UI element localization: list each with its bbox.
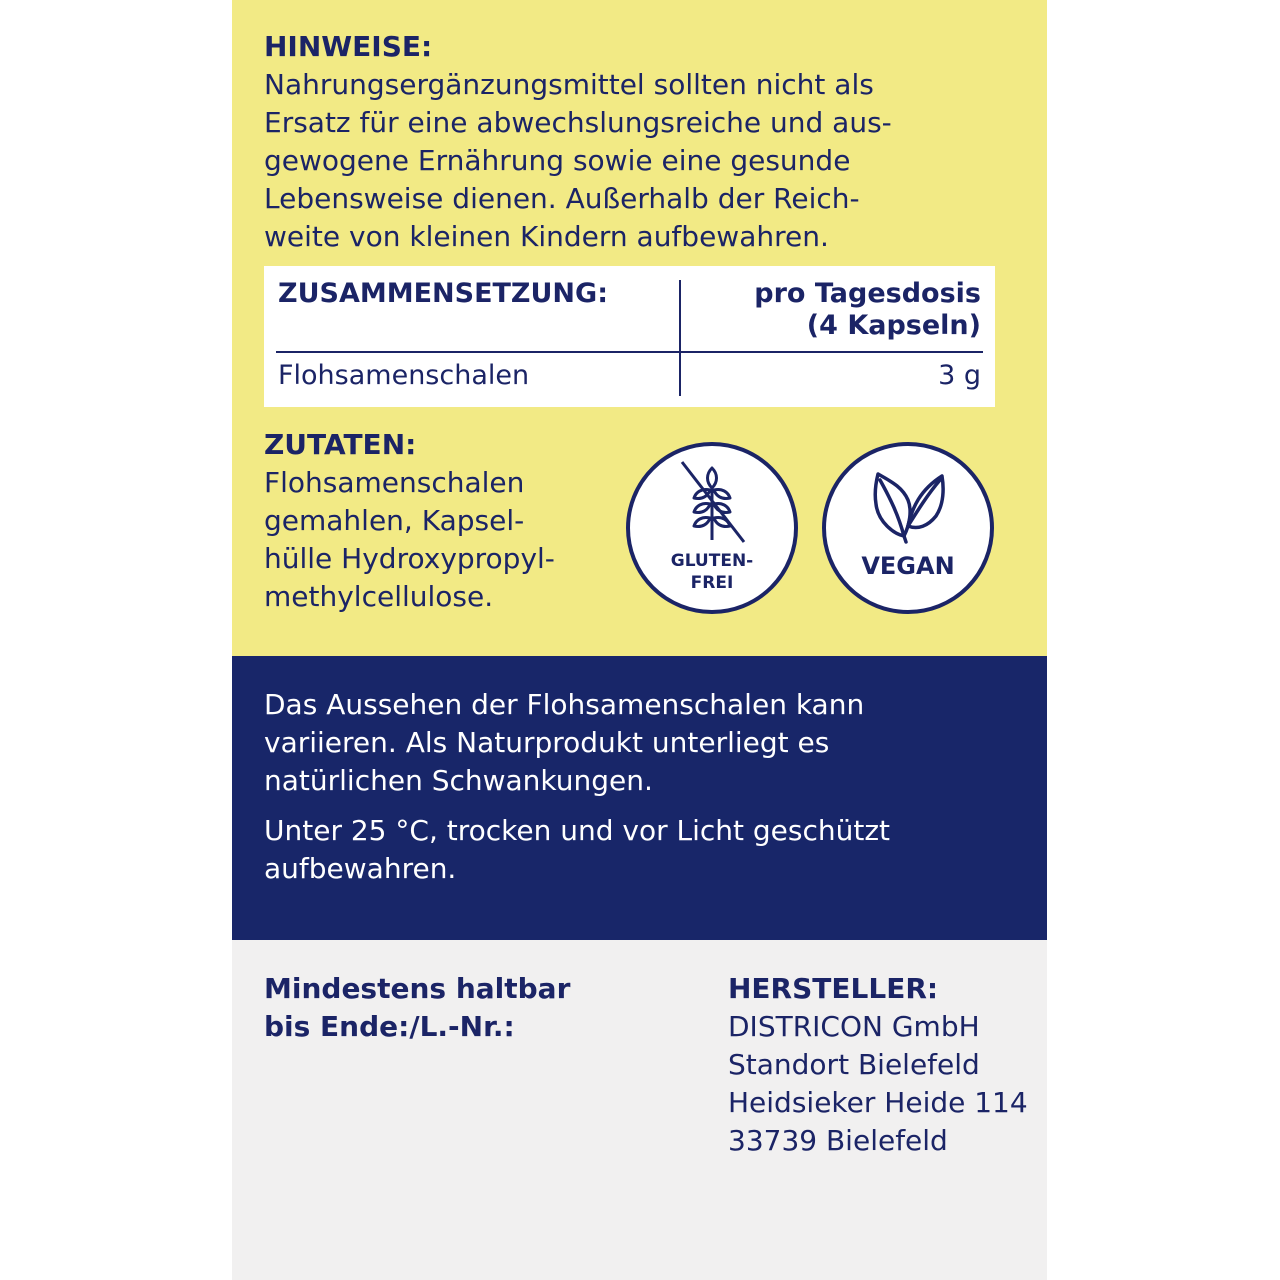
table-column-divider [679, 280, 681, 396]
best-before-section [264, 970, 664, 1046]
daily-dose-label: pro Tagesdosis [754, 278, 981, 309]
yellow-panel [232, 0, 1047, 656]
manufacturer-line: Heidsieker Heide 114 [728, 1086, 1028, 1119]
info-line: Das Aussehen der Flohsamenschalen kann [264, 688, 865, 721]
zutaten-line: hülle Hydroxypropyl- [264, 542, 555, 575]
lot-number-label: bis Ende:/L.-Nr.: [264, 1010, 515, 1043]
product-label [232, 0, 1047, 1280]
storage-note [264, 812, 1024, 888]
hinweise-line: weite von kleinen Kindern aufbewahren. [264, 220, 829, 253]
vegan-label: VEGAN [861, 552, 955, 580]
appearance-note [264, 686, 1024, 800]
info-line: Unter 25 °C, trocken und vor Licht geschützt [264, 814, 891, 847]
manufacturer-line: 33739 Bielefeld [728, 1124, 948, 1157]
zutaten-line: Flohsamenschalen [264, 466, 525, 499]
info-section [264, 686, 1024, 888]
table-header-composition: ZUSAMMENSETZUNG: [278, 278, 608, 309]
manufacturer-section [728, 970, 1047, 1160]
info-line: aufbewahren. [264, 852, 457, 885]
info-line: variieren. Als Naturprodukt unterliegt es [264, 726, 830, 759]
hinweise-line: gewogene Ernährung sowie eine gesunde [264, 144, 851, 177]
best-before-label: Mindestens haltbar [264, 972, 571, 1005]
hinweise-line: Ersatz für eine abwechslungsreiche und aus- [264, 106, 892, 139]
crossed-wheat-icon [672, 456, 752, 546]
hinweise-heading: HINWEISE: [264, 30, 433, 63]
zutaten-heading: ZUTATEN: [264, 428, 417, 461]
gluten-free-line1: GLUTEN- [670, 551, 754, 571]
hinweise-line: Nahrungsergänzungsmittel sollten nicht als [264, 68, 874, 101]
vegan-badge [822, 442, 994, 614]
hinweise-section [264, 28, 1014, 256]
table-cell-ingredient: Flohsamenschalen [278, 360, 530, 391]
table-row-divider [276, 351, 983, 353]
table-header-daily-dose [754, 278, 981, 342]
hinweise-line: Lebensweise dienen. Außerhalb der Reich- [264, 182, 860, 215]
composition-table [264, 266, 995, 407]
table-cell-amount: 3 g [938, 360, 981, 391]
gluten-free-badge [626, 442, 798, 614]
manufacturer-line: Standort Bielefeld [728, 1048, 980, 1081]
capsule-count-label: (4 Kapseln) [806, 310, 981, 341]
zutaten-line: gemahlen, Kapsel- [264, 504, 525, 537]
manufacturer-line: DISTRICON GmbH [728, 1010, 980, 1043]
manufacturer-heading: HERSTELLER: [728, 972, 939, 1005]
leaf-icon [864, 464, 954, 544]
info-line: natürlichen Schwankungen. [264, 764, 653, 797]
zutaten-line: methylcellulose. [264, 580, 494, 613]
gluten-free-line2: FREI [690, 573, 734, 593]
gluten-free-label [630, 550, 794, 594]
zutaten-section [264, 426, 624, 616]
